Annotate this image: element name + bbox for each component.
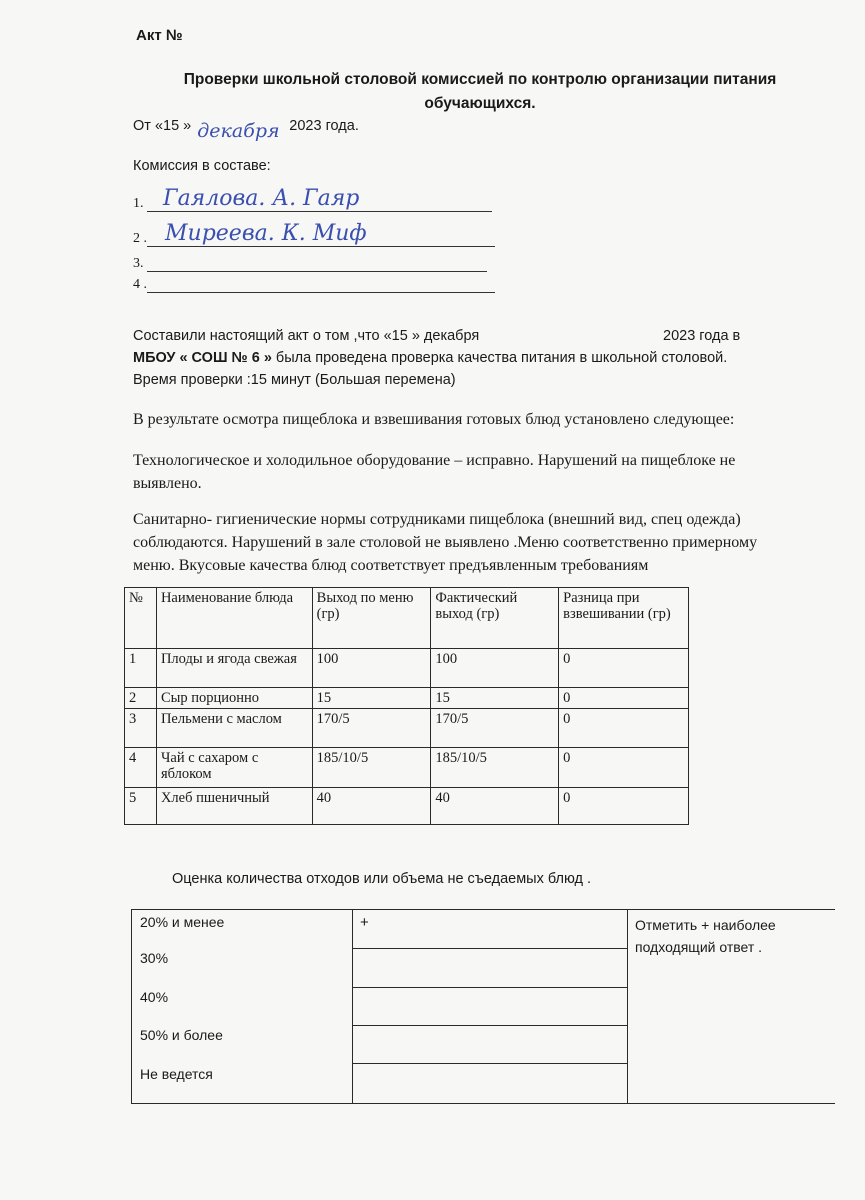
waste-option: Не ведется — [140, 1066, 213, 1082]
member-number: 2 . — [133, 231, 147, 246]
table-cell: 100 — [312, 649, 431, 688]
table-row — [125, 709, 689, 748]
act-text-line-2 — [133, 347, 727, 369]
table-cell: 170/5 — [312, 709, 431, 748]
table-cell: 185/10/5 — [431, 748, 559, 788]
waste-option: 30% — [140, 950, 169, 966]
act-intro: Составили настоящий акт о том ,что «15 » декабря — [133, 328, 480, 344]
table-cell: 15 — [312, 688, 431, 709]
findings-intro: В результате осмотра пищеблока и взвешивания готовых блюд установлено следующее: — [133, 411, 735, 428]
act-date-line — [133, 118, 359, 142]
date-prefix: От «15 » — [133, 118, 192, 134]
table-cell: 40 — [312, 788, 431, 825]
table-cell: 0 — [559, 649, 689, 688]
act-check-text: была проведена проверка качества питания в школьной столовой. — [271, 350, 728, 366]
waste-note: Отметить + наиболее подходящий ответ . — [635, 917, 776, 955]
table-cell: Сыр порционно — [156, 688, 312, 709]
table-cell: Хлеб пшеничный — [156, 788, 312, 825]
commission-member-2 — [133, 221, 367, 247]
table-cell: 4 — [125, 748, 157, 788]
table-cell: 0 — [559, 688, 689, 709]
date-suffix: 2023 года. — [289, 118, 359, 134]
column-header: № — [125, 588, 157, 649]
table-cell: Пельмени с маслом — [156, 709, 312, 748]
table-row — [125, 688, 689, 709]
title-line-2: обучающихся. — [424, 95, 536, 112]
waste-mark: + — [360, 914, 369, 931]
member-signature: Миреева. К. Миф — [165, 221, 367, 246]
commission-member-1 — [133, 186, 360, 212]
member-signature: Гаялова. А. Гаяр — [163, 186, 360, 211]
waste-option: 20% и менее — [140, 914, 225, 930]
table-cell: 1 — [125, 649, 157, 688]
column-header: Выход по меню (гр) — [312, 588, 431, 649]
title-line-1: Проверки школьной столовой комиссией по контролю организации питания — [183, 71, 777, 88]
act-number-label: Акт № — [136, 27, 183, 44]
waste-table — [131, 909, 835, 1104]
table-cell: 185/10/5 — [312, 748, 431, 788]
table-cell: 5 — [125, 788, 157, 825]
table-cell: 100 — [431, 649, 559, 688]
commission-label: Комиссия в составе: — [133, 158, 271, 174]
member-number: 1. — [133, 196, 144, 211]
dish-weight-table — [124, 587, 689, 825]
page-title — [100, 68, 860, 116]
table-cell: 3 — [125, 709, 157, 748]
member-number: 3. — [133, 256, 144, 271]
table-row — [125, 788, 689, 825]
school-name: МБОУ « СОШ № 6 » — [133, 350, 272, 366]
table-cell: 40 — [431, 788, 559, 825]
table-cell: 0 — [559, 788, 689, 825]
table-cell: 0 — [559, 748, 689, 788]
table-cell: 2 — [125, 688, 157, 709]
waste-option: 50% и более — [140, 1027, 223, 1043]
commission-member-4 — [133, 277, 147, 293]
handwritten-month: декабря — [197, 120, 280, 142]
check-time: Время проверки :15 минут (Большая перемена) — [133, 372, 456, 388]
column-header: Разница при взвешивании (гр) — [559, 588, 689, 649]
waste-option: 40% — [140, 989, 169, 1005]
column-header: Фактический выход (гр) — [431, 588, 559, 649]
table-cell: 15 — [431, 688, 559, 709]
table-cell: 170/5 — [431, 709, 559, 748]
table-header-row — [125, 588, 689, 649]
table-row — [125, 649, 689, 688]
act-year: 2023 года в — [663, 328, 741, 344]
equipment-finding: Технологическое и холодильное оборудование – исправно. Нарушений на пищеблоке не выявлено. — [133, 452, 736, 492]
commission-member-3 — [133, 256, 144, 272]
column-header: Наименование блюда — [156, 588, 312, 649]
table-cell: Плоды и ягода свежая — [156, 649, 312, 688]
sanitary-finding: Санитарно- гигиенические нормы сотрудниками пищеблока (внешний вид, спец одежда) соблюдаются. Нарушений в зале столовой не выявлено .Меню соответственно примерному меню. Вкусовые качества блюд соответствует предъявленным требованиям — [133, 511, 758, 574]
act-text-line-1 — [133, 325, 833, 347]
waste-section-title: Оценка количества отходов или объема не съедаемых блюд . — [172, 871, 592, 887]
table-cell: 0 — [559, 709, 689, 748]
table-cell: Чай с сахаром с яблоком — [156, 748, 312, 788]
member-number: 4 . — [133, 277, 147, 292]
table-row — [125, 748, 689, 788]
